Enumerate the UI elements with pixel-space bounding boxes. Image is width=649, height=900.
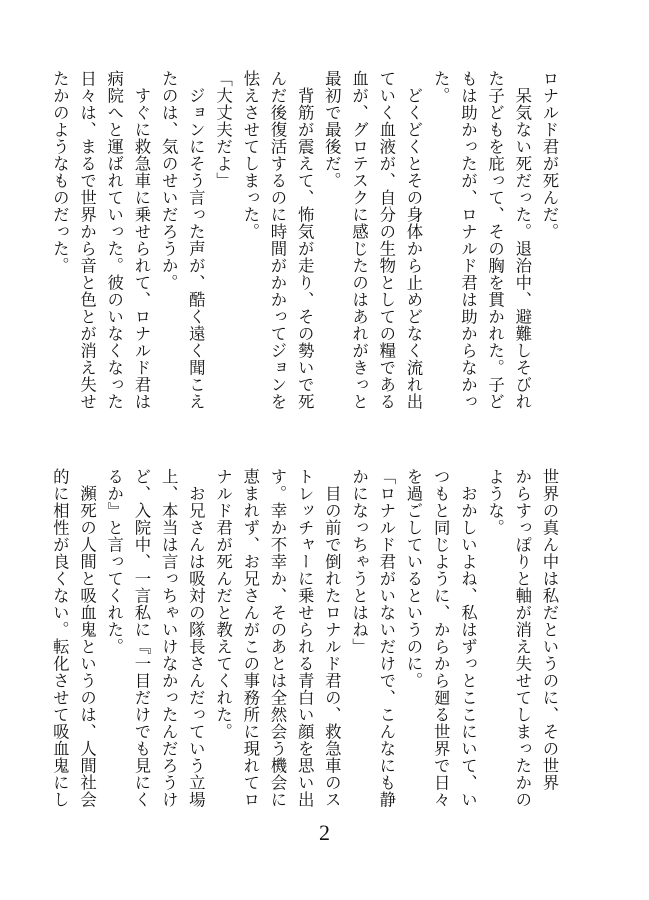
text-line: ような。 xyxy=(485,468,505,536)
text-line: おかしいよね、私はずっとここにいて、い xyxy=(458,468,478,808)
text-line: かになっちゃうとはね」 xyxy=(349,468,369,655)
text-line: すぐに救急車に乗せられて、ロナルド君は xyxy=(131,70,151,410)
text-line: 世界の真ん中は私だというのに、その世界 xyxy=(540,468,559,791)
text-line: 呆気ない死だった。退治中、避難しそびれ xyxy=(512,70,532,410)
text-line: からすっぽりと軸が消え失せてしまったかの xyxy=(512,468,532,808)
text-line: トレッチャーに乗せられる青白い顔を思い出 xyxy=(295,468,315,808)
text-line: 恵まれず、お兄さんがこの事務所に現れてロ xyxy=(240,468,260,808)
text-line: 「大丈夫だよ」 xyxy=(213,70,233,189)
text-line: たのは、気のせいだろうか。 xyxy=(159,70,179,291)
text-line: たかのようなものだった。 xyxy=(50,70,70,274)
text-line: 怯えさせてしまった。 xyxy=(240,70,260,240)
text-line: ジョンにそう言った声が、酷く遠く聞こえ xyxy=(186,70,206,410)
text-line: 上、本当は言っちゃいけなかったんだろうけ xyxy=(159,468,179,808)
text-line: るか』と言ってくれた。 xyxy=(104,468,124,655)
text-line: んだ後復活するのに時間がかかってジョンを xyxy=(267,70,287,410)
text-line: ロナルド君が死んだ。 xyxy=(540,70,559,240)
text-line: す。幸か不幸か、そのあとは全然会う機会に xyxy=(267,468,287,808)
text-line: ど、入院中、一言私に『一目だけでも見にく xyxy=(131,468,151,808)
text-block-bottom xyxy=(46,468,563,848)
text-line: 背筋が震えて、怖気が走り、その勢いで死 xyxy=(295,70,315,410)
text-line: を過ごしているというのに。 xyxy=(403,468,423,689)
text-line: 血が、グロテスクに感じたのはあれがきっと xyxy=(349,70,369,410)
text-block-top xyxy=(46,70,563,450)
text-line: た。 xyxy=(431,70,451,104)
text-line: つもと同じように、からから廻る世界で日々 xyxy=(431,468,451,808)
text-line: た子どもを庇って、その胸を貫かれた。子ど xyxy=(485,70,505,410)
text-line: ナルド君が死んだと教えてくれた。 xyxy=(213,468,233,740)
text-line: 的に相性が良くない。転化させて吸血鬼にし xyxy=(50,468,70,808)
text-line: もは助かったが、ロナルド君は助からなかっ xyxy=(458,70,478,410)
text-line: どくどくとその身体から止めどなく流れ出 xyxy=(403,70,423,410)
text-line: お兄さんは吸対の隊長さんだっていう立場 xyxy=(186,468,206,808)
text-line: 瀕死の人間と吸血鬼というのは、人間社会 xyxy=(77,468,97,808)
page-number: 2 xyxy=(319,820,330,845)
text-line: ていく血液が、自分の生物としての糧である xyxy=(376,70,396,410)
text-line: 病院へと運ばれていった。彼のいなくなった xyxy=(104,70,124,410)
text-line: 目の前で倒れたロナルド君の、救急車のス xyxy=(322,468,342,808)
text-line: 日々は、まるで世界から音と色とが消え失せ xyxy=(77,70,97,410)
text-line: 「ロナルド君がいないだけで、こんなにも静 xyxy=(376,468,396,808)
text-line: 最初で最後だ。 xyxy=(322,70,342,189)
